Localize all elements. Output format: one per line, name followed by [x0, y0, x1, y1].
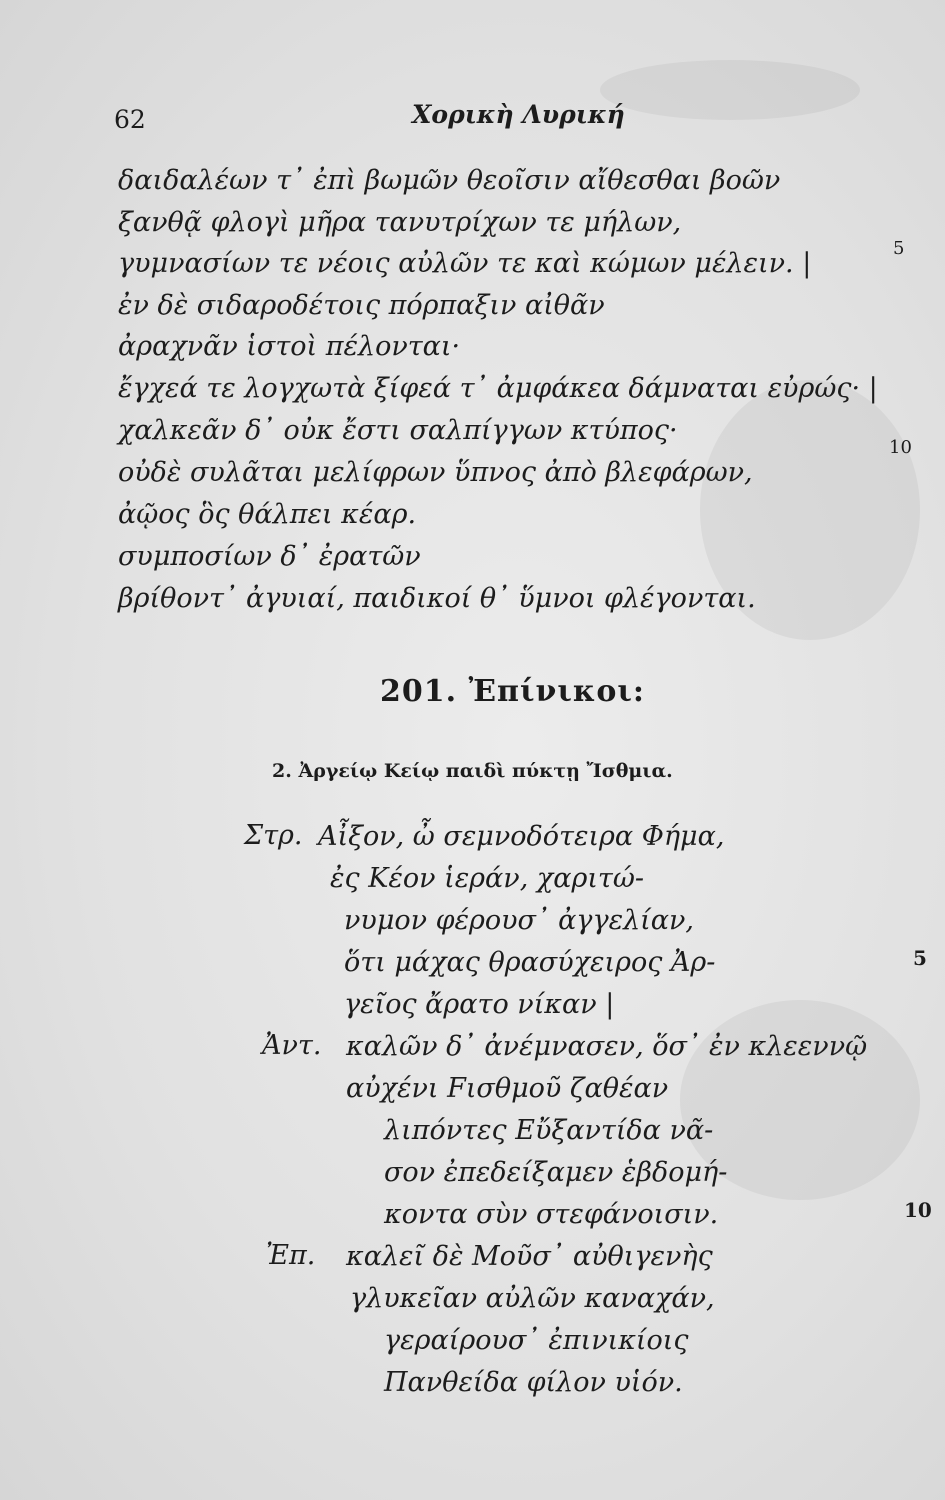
epode-label: Ἐπ.	[266, 1240, 316, 1271]
verse-line: βρίθοντ᾽ ἀγυιαί, παιδικοί θ᾽ ὕμνοι φλέγονται.	[118, 583, 756, 614]
verse-line: γεραίρουσ᾽ ἐπινικίοις	[384, 1325, 689, 1356]
verse-line: ἀῷος ὃς θάλπει κέαρ.	[118, 499, 417, 530]
verse-line: αὐχένι Fισθμοῦ ζαθέαν	[346, 1073, 669, 1104]
verse-line: Αἶξον, ὦ σεμνοδότειρα Φήμα,	[318, 821, 725, 852]
line-number: 5	[893, 238, 905, 259]
verse-line: ἐν δὲ σιδαροδέτοις πόρπαξιν αἰθᾶν	[118, 290, 605, 321]
margin-line-number: 5	[913, 946, 927, 970]
verse-line: ἔγχεά τε λογχωτὰ ξίφεά τ᾽ ἀμφάκεα δάμναται εὐρώς· |	[118, 373, 878, 404]
verse-line: χαλκεᾶν δ᾽ οὐκ ἔστι σαλπίγγων κτύπος·	[118, 415, 678, 446]
verse-line: Πανθείδα φίλον υἱόν.	[384, 1367, 683, 1398]
verse-line: ἐς Κέον ἱεράν, χαριτώ-	[330, 863, 644, 894]
verse-line: οὐδὲ συλᾶται μελίφρων ὕπνος ἀπὸ βλεφάρων,	[118, 457, 753, 488]
verse-line: δαιδαλέων τ᾽ ἐπὶ βωμῶν θεοῖσιν αἴθεσθαι βοῶν	[118, 165, 781, 196]
verse-line: γυμνασίων τε νέοις αὐλῶν τε καὶ κώμων μέλειν. |	[118, 248, 812, 279]
verse-line: ὅτι μάχας θρασύχειρος Ἀρ-	[344, 947, 716, 978]
margin-line-number: 10	[904, 1198, 932, 1222]
verse-line: καλεῖ δὲ Μοῦσ᾽ αὐθιγενὴς	[346, 1241, 713, 1272]
line-number: 10	[889, 437, 912, 458]
verse-line: ἀραχνᾶν ἱστοὶ πέλονται·	[118, 331, 461, 362]
verse-line: νυμον φέρουσ᾽ ἀγγελίαν,	[344, 905, 694, 936]
page-number: 62	[114, 105, 146, 134]
verse-line: γεῖος ἄρατο νίκαν |	[344, 989, 615, 1020]
show-through-stain	[600, 60, 860, 120]
running-head: Χορικὴ Λυρική	[412, 100, 625, 129]
verse-line: σον ἐπεδείξαμεν ἑβδομή-	[384, 1157, 728, 1188]
verse-line: λιπόντες Εὔξαντίδα νᾶ-	[384, 1115, 714, 1146]
strophe-label: Στρ.	[244, 820, 303, 851]
verse-line: καλῶν δ᾽ ἀνέμνασεν, ὅσ᾽ ἐν κλεεννῷ	[346, 1031, 868, 1062]
verse-line: γλυκεῖαν αὐλῶν καναχάν,	[350, 1283, 715, 1314]
poem-heading: 201. Ἐπίνικοι:	[380, 674, 645, 709]
verse-line: κοντα σὺν στεφάνοισιν.	[384, 1199, 719, 1230]
verse-line: συμποσίων δ᾽ ἐρατῶν	[118, 541, 421, 572]
poem-subheading: 2. Ἀργείῳ Κείῳ παιδὶ πύκτῃ Ἴσθμια.	[272, 760, 673, 782]
verse-line: ξανθᾷ φλογὶ μῆρα τανυτρίχων τε μήλων,	[118, 207, 682, 238]
antistrophe-label: Ἀντ.	[262, 1030, 322, 1061]
